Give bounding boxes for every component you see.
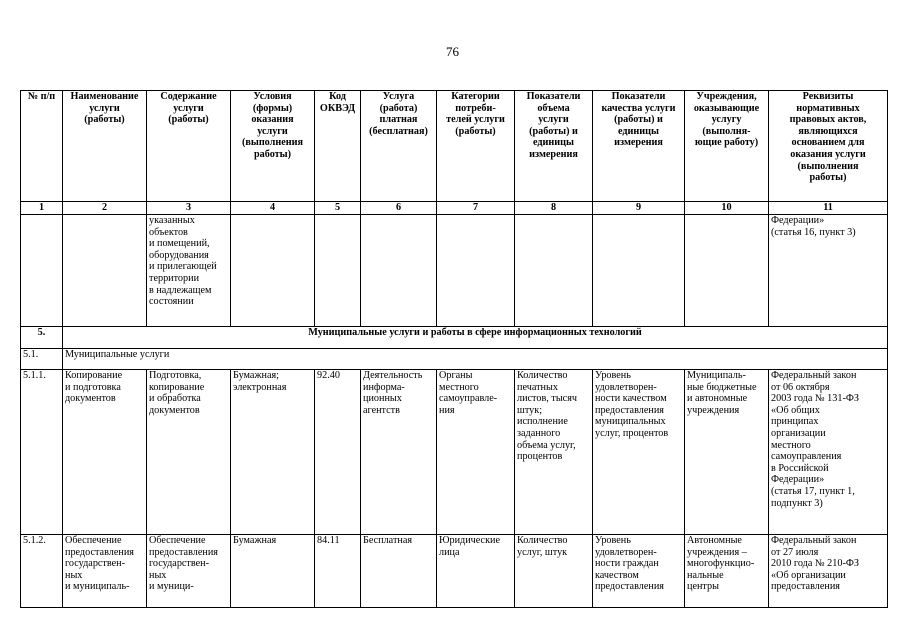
services-table <box>20 90 888 608</box>
column-number-row <box>21 202 888 215</box>
table-cell: 84.11 <box>315 535 361 608</box>
page-number: 76 <box>446 44 459 59</box>
header-cell: Наименование услуги (работы) <box>63 91 147 202</box>
table-cell: Бумажная <box>231 535 315 608</box>
header-cell: Показатели качества услуги (работы) и единицы измерения <box>593 91 685 202</box>
table-cell: Федерации» (статья 16, пункт 3) <box>769 215 888 327</box>
table-row <box>21 215 888 327</box>
table-cell: Обеспечение предоставления государствен- ных и муниципаль- <box>63 535 147 608</box>
column-number: 2 <box>63 202 147 215</box>
header-cell: Категории потреби- телей услуги (работы) <box>437 91 515 202</box>
subsection-title: Муниципальные услуги <box>63 349 888 370</box>
table-cell <box>685 215 769 327</box>
subsection-row <box>21 349 888 370</box>
table-cell: Муниципаль- ные бюджетные и автономные учреждения <box>685 370 769 535</box>
table-cell: Бесплатная <box>361 535 437 608</box>
header-cell: Условия (формы) оказания услуги (выполнения работы) <box>231 91 315 202</box>
column-number: 8 <box>515 202 593 215</box>
table-cell: Обеспечение предоставления государствен- ных и муници- <box>147 535 231 608</box>
table-cell <box>63 215 147 327</box>
column-number: 3 <box>147 202 231 215</box>
column-number: 1 <box>21 202 63 215</box>
table-cell: указанных объектов и помещений, оборудования и прилегающей территории в надлежащем состоянии <box>147 215 231 327</box>
header-cell: Содержание услуги (работы) <box>147 91 231 202</box>
table-cell <box>593 215 685 327</box>
table-cell <box>231 215 315 327</box>
header-cell: Учреждения, оказывающие услугу (выполня- ющие работу) <box>685 91 769 202</box>
header-cell: Услуга (работа) платная (бесплатная) <box>361 91 437 202</box>
column-number: 7 <box>437 202 515 215</box>
table-cell <box>515 215 593 327</box>
table-cell: Копирование и подготовка документов <box>63 370 147 535</box>
row-number: 5.1.2. <box>21 535 63 608</box>
table-cell <box>315 215 361 327</box>
column-number: 6 <box>361 202 437 215</box>
table-cell <box>361 215 437 327</box>
section-row <box>21 327 888 349</box>
table-row <box>21 535 888 608</box>
column-number: 4 <box>231 202 315 215</box>
table-cell: 92.40 <box>315 370 361 535</box>
row-number: 5.1.1. <box>21 370 63 535</box>
table-cell: Количество услуг, штук <box>515 535 593 608</box>
table-cell: Уровень удовлетворен- ности граждан качеством предоставления <box>593 535 685 608</box>
column-number: 5 <box>315 202 361 215</box>
header-cell: Код ОКВЭД <box>315 91 361 202</box>
table-cell: Федеральный закон от 27 июля 2010 года № 210-ФЗ «Об организации предоставления <box>769 535 888 608</box>
column-number: 10 <box>685 202 769 215</box>
header-cell: № п/п <box>21 91 63 202</box>
table-cell <box>21 215 63 327</box>
header-cell: Показатели объема услуги (работы) и единицы измерения <box>515 91 593 202</box>
column-number: 9 <box>593 202 685 215</box>
table-cell: Бумажная; электронная <box>231 370 315 535</box>
table-cell: Автономные учреждения – многофункцио- нальные центры <box>685 535 769 608</box>
table-cell: Уровень удовлетворен- ности качеством предоставления муниципальных услуг, процентов <box>593 370 685 535</box>
table-cell: Федеральный закон от 06 октября 2003 года № 131-ФЗ «Об общих принципах организации местного самоуправления в Российской Федерации» (статья 17, пункт 1, подпункт 3) <box>769 370 888 535</box>
table-cell: Подготовка, копирование и обработка документов <box>147 370 231 535</box>
table-row <box>21 370 888 535</box>
table-cell: Количество печатных листов, тысяч штук; исполнение заданного объема услуг, процентов <box>515 370 593 535</box>
column-number: 11 <box>769 202 888 215</box>
section-number: 5. <box>21 327 63 349</box>
table-cell: Деятельность информа- ционных агентств <box>361 370 437 535</box>
table-cell <box>437 215 515 327</box>
section-title: Муниципальные услуги и работы в сфере информационных технологий <box>63 327 888 349</box>
subsection-number: 5.1. <box>21 349 63 370</box>
table-cell: Органы местного самоуправле- ния <box>437 370 515 535</box>
table-header-row <box>21 91 888 202</box>
header-cell: Реквизиты нормативных правовых актов, являющихся основанием для оказания услуги (выполнения работы) <box>769 91 888 202</box>
table-cell: Юридические лица <box>437 535 515 608</box>
